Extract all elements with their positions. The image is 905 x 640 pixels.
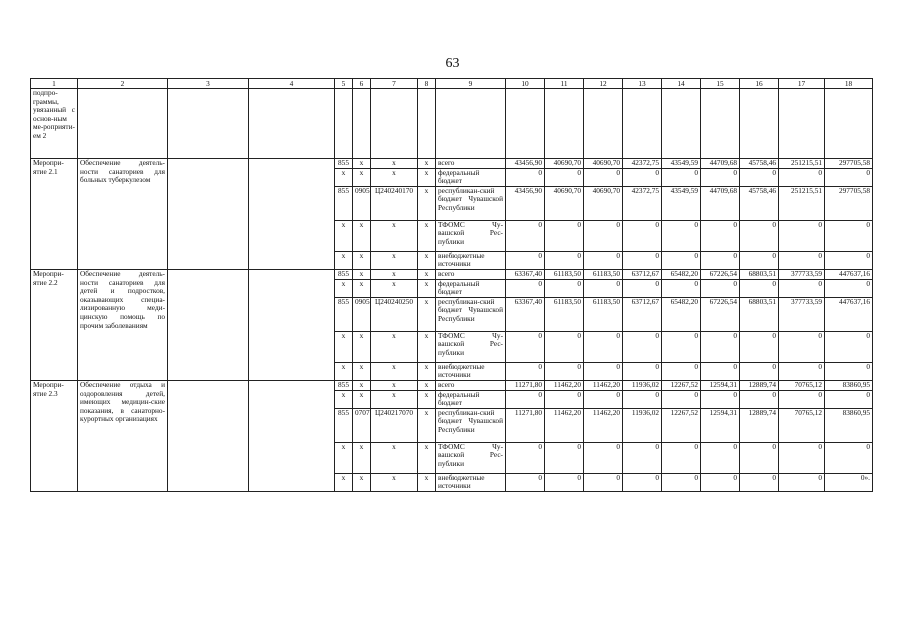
amount-cell: 0 [623,442,662,473]
amount-cell: 63712,67 [623,269,662,279]
empty-cell [168,159,249,270]
grbs-cell: 855 [335,408,353,442]
expense-type-cell: х [418,473,436,491]
amount-cell: 40690,70 [545,186,584,220]
amount-cell: 0 [584,473,623,491]
amount-cell: 0 [506,442,545,473]
section-code-cell: х [353,279,371,297]
amount-cell: 0 [825,279,873,297]
funding-source-cell: федеральный бюджет [436,390,506,408]
empty-cell [418,89,436,159]
amount-cell: 0 [701,362,740,380]
amount-cell: 0 [506,362,545,380]
amount-cell: 83860,95 [825,408,873,442]
empty-cell [506,89,545,159]
amount-cell: 45758,46 [740,159,779,169]
column-header: 8 [418,79,436,89]
grbs-cell: х [335,442,353,473]
table-row [31,269,873,279]
amount-cell: 0 [584,168,623,186]
amount-cell: 68803,51 [740,297,779,331]
section-code-cell: х [353,390,371,408]
funding-source-cell: федеральный бюджет [436,279,506,297]
amount-cell: 40690,70 [584,186,623,220]
amount-cell: 0 [545,331,584,362]
funding-source-cell: внебюджетные источники [436,251,506,269]
amount-cell: 0 [740,473,779,491]
empty-cell [825,89,873,159]
funding-source-cell: республикан-ский бюджет Чувашской Республики [436,297,506,331]
empty-cell [662,89,701,159]
amount-cell: 0 [584,279,623,297]
measure-name: Обеспечение отдыха и оздоровления детей, имеющих медицин-ские показания, в санаторно-курортных организациях [78,380,168,491]
expense-type-cell: х [418,159,436,169]
column-header: 12 [584,79,623,89]
section-code-cell: х [353,220,371,251]
measure-label: Меропри-ятие 2.2 [31,269,78,380]
grbs-cell: 855 [335,159,353,169]
empty-cell [623,89,662,159]
target-item-cell: х [371,168,418,186]
expense-type-cell: х [418,442,436,473]
funding-source-cell: республикан-ский бюджет Чувашской Республики [436,186,506,220]
measure-label: Меропри-ятие 2.3 [31,380,78,491]
amount-cell: 44709,68 [701,159,740,169]
amount-cell: 0 [623,220,662,251]
target-item-cell: х [371,269,418,279]
funding-source-cell: федеральный бюджет [436,168,506,186]
amount-cell: 0 [506,220,545,251]
grbs-cell: 855 [335,186,353,220]
column-header: 6 [353,79,371,89]
expense-type-cell: х [418,186,436,220]
expense-type-cell: х [418,168,436,186]
amount-cell: 0 [740,279,779,297]
target-item-cell: х [371,442,418,473]
amount-cell: 43456,90 [506,159,545,169]
target-item-cell: х [371,380,418,390]
amount-cell: 0 [545,362,584,380]
expense-type-cell: х [418,279,436,297]
amount-cell: 44709,68 [701,186,740,220]
amount-cell: 0 [825,251,873,269]
empty-cell [249,89,335,159]
expense-type-cell: х [418,390,436,408]
target-item-cell: х [371,331,418,362]
measure-name: Обеспечение деятель-ности санаториев для больных туберкулезом [78,159,168,270]
grbs-cell: х [335,362,353,380]
column-header: 7 [371,79,418,89]
section-code-cell: х [353,168,371,186]
section-code-cell: х [353,269,371,279]
empty-cell [168,380,249,491]
amount-cell: 0 [701,168,740,186]
column-header: 18 [825,79,873,89]
funding-source-cell: внебюджетные источники [436,362,506,380]
amount-cell: 0 [779,362,825,380]
amount-cell: 0 [545,390,584,408]
amount-cell: 83860,95 [825,380,873,390]
amount-cell: 61183,50 [584,269,623,279]
amount-cell: 67226,54 [701,269,740,279]
amount-cell: 377733,59 [779,297,825,331]
empty-cell [249,269,335,380]
amount-cell: 0 [740,168,779,186]
expense-type-cell: х [418,220,436,251]
amount-cell: 63367,40 [506,269,545,279]
column-header: 4 [249,79,335,89]
amount-cell: 0 [701,473,740,491]
empty-cell [249,159,335,270]
amount-cell: 0 [623,279,662,297]
amount-cell: 0 [825,442,873,473]
column-header: 14 [662,79,701,89]
amount-cell: 11936,02 [623,380,662,390]
amount-cell: 0 [584,442,623,473]
amount-cell: 68803,51 [740,269,779,279]
amount-cell: 0 [545,220,584,251]
empty-cell [249,380,335,491]
amount-cell: 63367,40 [506,297,545,331]
amount-cell: 251215,51 [779,159,825,169]
amount-cell: 0 [506,279,545,297]
amount-cell: 0 [545,473,584,491]
column-header: 1 [31,79,78,89]
expense-type-cell: х [418,251,436,269]
target-item-cell: Ц240240250 [371,297,418,331]
empty-cell [740,89,779,159]
amount-cell: 0 [825,220,873,251]
amount-cell: 61183,50 [545,297,584,331]
amount-cell: 0 [662,331,701,362]
amount-cell: 447637,16 [825,269,873,279]
amount-cell: 0 [506,390,545,408]
empty-cell [353,89,371,159]
amount-cell: 11462,20 [584,408,623,442]
amount-cell: 0 [584,390,623,408]
amount-cell: 0 [662,362,701,380]
empty-cell [436,89,506,159]
amount-cell: 0 [545,279,584,297]
amount-cell: 0 [779,331,825,362]
target-item-cell: Ц240240170 [371,186,418,220]
amount-cell: 11462,20 [545,408,584,442]
amount-cell: 0 [545,442,584,473]
amount-cell: 67226,54 [701,297,740,331]
target-item-cell: х [371,362,418,380]
amount-cell: 12267,52 [662,408,701,442]
amount-cell: 297705,58 [825,186,873,220]
amount-cell: 61183,50 [584,297,623,331]
subprogram-label: подпро-граммы, увязанный с основ-ным ме-роприяти-ем 2 [31,89,78,159]
column-header: 2 [78,79,168,89]
amount-cell: 12267,52 [662,380,701,390]
grbs-cell: х [335,220,353,251]
grbs-cell: 855 [335,269,353,279]
expense-type-cell: х [418,297,436,331]
amount-cell: 0 [584,362,623,380]
target-item-cell: х [371,473,418,491]
section-code-cell: 0905 [353,297,371,331]
amount-cell: 0 [779,168,825,186]
amount-cell: 11462,20 [545,380,584,390]
amount-cell: 0 [701,251,740,269]
column-header: 5 [335,79,353,89]
grbs-cell: х [335,251,353,269]
amount-cell: 0 [779,279,825,297]
amount-cell: 40690,70 [545,159,584,169]
expense-type-cell: х [418,269,436,279]
amount-cell: 0 [740,362,779,380]
amount-cell: 0 [662,251,701,269]
column-header: 11 [545,79,584,89]
amount-cell: 0 [584,220,623,251]
empty-cell [779,89,825,159]
amount-cell: 0 [584,251,623,269]
amount-cell: 65482,20 [662,297,701,331]
amount-cell: 0 [662,390,701,408]
section-code-cell: х [353,251,371,269]
empty-cell [584,89,623,159]
amount-cell: 12889,74 [740,380,779,390]
amount-cell: 43549,59 [662,159,701,169]
funding-source-cell: ТФОМС Чу-вашской Рес-публики [436,331,506,362]
column-header: 16 [740,79,779,89]
column-header: 13 [623,79,662,89]
target-item-cell: х [371,220,418,251]
amount-cell: 0 [623,331,662,362]
column-header: 10 [506,79,545,89]
amount-cell: 0 [506,168,545,186]
amount-cell: 0 [701,390,740,408]
empty-cell [168,89,249,159]
amount-cell: 65482,20 [662,269,701,279]
amount-cell: 0 [506,331,545,362]
measure-label: Меропри-ятие 2.1 [31,159,78,270]
amount-cell: 0 [740,331,779,362]
amount-cell: 0 [740,442,779,473]
amount-cell: 0 [623,473,662,491]
amount-cell: 0 [662,473,701,491]
amount-cell: 0 [825,390,873,408]
section-code-cell: х [353,380,371,390]
amount-cell: 43549,59 [662,186,701,220]
expense-type-cell: х [418,362,436,380]
section-code-cell: 0905 [353,186,371,220]
expense-type-cell: х [418,380,436,390]
funding-source-cell: всего [436,159,506,169]
empty-cell [168,269,249,380]
empty-cell [78,89,168,159]
amount-cell: 377733,59 [779,269,825,279]
amount-cell: 0 [701,279,740,297]
amount-cell: 0 [623,362,662,380]
funding-source-cell: ТФОМС Чу-вашской Рес-публики [436,442,506,473]
target-item-cell: Ц240217070 [371,408,418,442]
funding-source-cell: внебюджетные источники [436,473,506,491]
target-item-cell: х [371,390,418,408]
amount-cell: 0 [662,168,701,186]
amount-cell: 0 [825,168,873,186]
amount-cell: 0 [779,390,825,408]
amount-cell: 0 [584,331,623,362]
amount-cell: 70765,12 [779,380,825,390]
table-row [31,159,873,169]
amount-cell: 40690,70 [584,159,623,169]
amount-cell: 42372,75 [623,159,662,169]
expense-type-cell: х [418,331,436,362]
amount-cell: 11462,20 [584,380,623,390]
amount-cell: 61183,50 [545,269,584,279]
column-header: 15 [701,79,740,89]
amount-cell: 11936,02 [623,408,662,442]
amount-cell: 42372,75 [623,186,662,220]
column-header: 3 [168,79,249,89]
section-code-cell: 0707 [353,408,371,442]
funding-source-cell: всего [436,380,506,390]
amount-cell: 0 [825,362,873,380]
amount-cell: 0 [662,442,701,473]
amount-cell: 0 [740,220,779,251]
amount-cell: 0 [623,168,662,186]
section-code-cell: х [353,331,371,362]
amount-cell: 0 [701,331,740,362]
amount-cell: 0 [506,473,545,491]
page-number: 63 [445,56,460,71]
empty-cell [335,89,353,159]
continuation-row [31,89,873,159]
grbs-cell: 855 [335,297,353,331]
column-number-row [31,79,873,89]
amount-cell: 0 [779,442,825,473]
amount-cell: 0». [825,473,873,491]
grbs-cell: х [335,279,353,297]
amount-cell: 0 [740,251,779,269]
grbs-cell: х [335,473,353,491]
measure-name: Обеспечение деятель-ности санаториев для детей и подростков, оказывающих специа-лизированную меди-цинскую помощь по прочим заболеваниям [78,269,168,380]
table-row [31,380,873,390]
amount-cell: 0 [662,279,701,297]
budget-table [30,78,873,492]
amount-cell: 0 [623,251,662,269]
grbs-cell: 855 [335,380,353,390]
target-item-cell: х [371,251,418,269]
amount-cell: 0 [662,220,701,251]
section-code-cell: х [353,473,371,491]
amount-cell: 0 [701,442,740,473]
amount-cell: 43456,90 [506,186,545,220]
amount-cell: 447637,16 [825,297,873,331]
empty-cell [701,89,740,159]
amount-cell: 11271,80 [506,380,545,390]
column-header: 9 [436,79,506,89]
funding-source-cell: республикан-ский бюджет Чувашской Республики [436,408,506,442]
empty-cell [545,89,584,159]
amount-cell: 12889,74 [740,408,779,442]
grbs-cell: х [335,390,353,408]
section-code-cell: х [353,442,371,473]
amount-cell: 0 [545,168,584,186]
grbs-cell: х [335,331,353,362]
amount-cell: 0 [779,473,825,491]
target-item-cell: х [371,279,418,297]
amount-cell: 0 [506,251,545,269]
amount-cell: 0 [701,220,740,251]
amount-cell: 0 [825,331,873,362]
amount-cell: 63712,67 [623,297,662,331]
amount-cell: 11271,80 [506,408,545,442]
empty-cell [371,89,418,159]
amount-cell: 0 [779,251,825,269]
funding-source-cell: всего [436,269,506,279]
amount-cell: 297705,58 [825,159,873,169]
amount-cell: 0 [545,251,584,269]
amount-cell: 0 [623,390,662,408]
amount-cell: 70765,12 [779,408,825,442]
column-header: 17 [779,79,825,89]
grbs-cell: х [335,168,353,186]
amount-cell: 251215,51 [779,186,825,220]
amount-cell: 12594,31 [701,380,740,390]
amount-cell: 0 [740,390,779,408]
expense-type-cell: х [418,408,436,442]
target-item-cell: х [371,159,418,169]
section-code-cell: х [353,362,371,380]
amount-cell: 12594,31 [701,408,740,442]
amount-cell: 45758,46 [740,186,779,220]
funding-source-cell: ТФОМС Чу-вашской Рес-публики [436,220,506,251]
amount-cell: 0 [779,220,825,251]
section-code-cell: х [353,159,371,169]
